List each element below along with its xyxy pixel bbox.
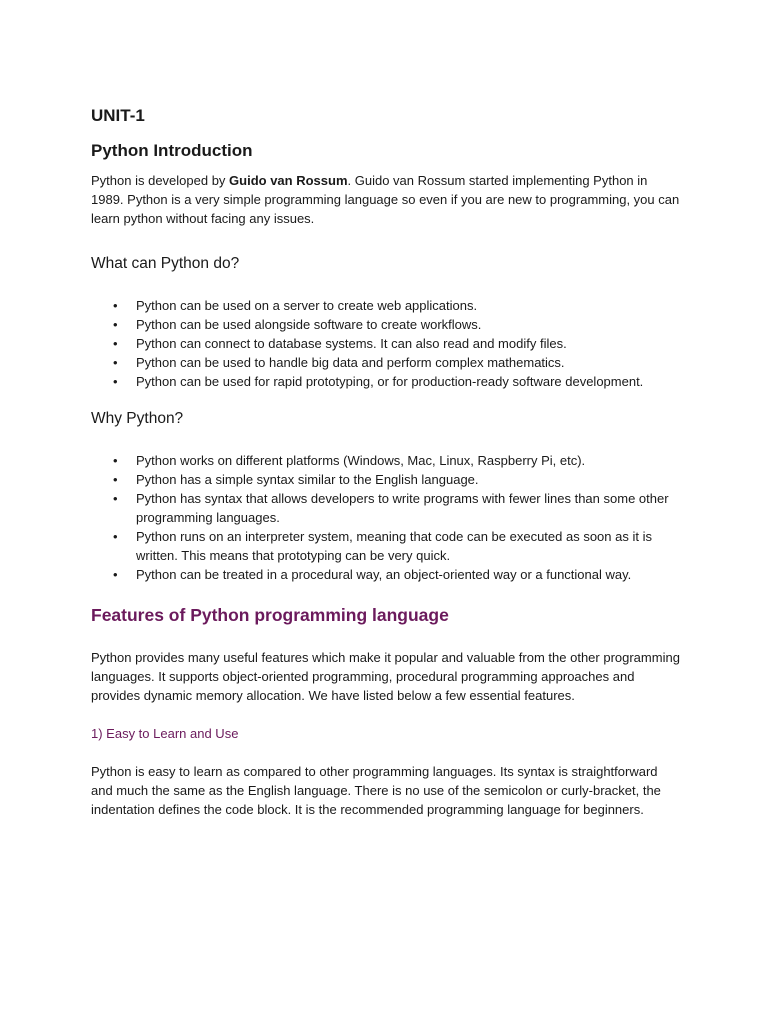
why-list — [91, 451, 680, 584]
list-item-text: Python can be used on a server to create web applications. — [136, 298, 478, 313]
list-item — [91, 296, 680, 315]
list-item — [91, 353, 680, 372]
list-item-text: Python works on different platforms (Windows, Mac, Linux, Raspberry Pi, etc). — [136, 453, 586, 468]
bullet-icon: • — [113, 472, 118, 487]
list-item — [91, 315, 680, 334]
list-item-text: Python runs on an interpreter system, meaning that code can be executed as soon as it is written. This means that prototyping can be very quick. — [136, 529, 652, 563]
list-item — [91, 565, 680, 584]
intro-text-start: Python is developed by — [91, 173, 230, 188]
intro-paragraph — [91, 171, 680, 228]
list-item-text: Python can connect to database systems. It can also read and modify files. — [136, 336, 567, 351]
what-can-list — [91, 296, 680, 391]
what-can-heading: What can Python do? — [91, 255, 240, 272]
bullet-icon: • — [113, 567, 118, 582]
easy-to-learn-heading: 1) Easy to Learn and Use — [91, 726, 239, 741]
why-heading: Why Python? — [91, 410, 184, 427]
list-item — [91, 451, 680, 470]
list-item-text: Python has syntax that allows developers to write programs with fewer lines than some other programming languages. — [136, 491, 669, 525]
easy-to-learn-paragraph: Python is easy to learn as compared to other programming languages. Its syntax is straightforward and much the same as the English language. There is no use of the semicolon or curly-bracket, the indentation defines the code block. It is the recommended programming language for beginners. — [91, 764, 661, 817]
list-item — [91, 334, 680, 353]
bullet-icon: • — [113, 491, 118, 506]
list-item — [91, 527, 680, 565]
bullet-icon: • — [113, 374, 118, 389]
list-item-text: Python has a simple syntax similar to the English language. — [136, 472, 479, 487]
intro-heading: Python Introduction — [91, 141, 253, 160]
list-item-text: Python can be used alongside software to create workflows. — [136, 317, 482, 332]
intro-author-name: Guido van Rossum — [229, 173, 348, 188]
bullet-icon: • — [113, 529, 118, 544]
bullet-icon: • — [113, 317, 118, 332]
list-item — [91, 372, 680, 391]
bullet-icon: • — [113, 355, 118, 370]
list-item-text: Python can be used for rapid prototyping, or for production-ready software development. — [136, 374, 644, 389]
features-paragraph: Python provides many useful features which make it popular and valuable from the other programming languages. It supports object-oriented programming, procedural programming approaches and provides dynamic memory allocation. We have listed below a few essential features. — [91, 650, 680, 703]
features-heading: Features of Python programming language — [91, 605, 449, 625]
list-item — [91, 489, 680, 527]
bullet-icon: • — [113, 336, 118, 351]
list-item-text: Python can be used to handle big data and perform complex mathematics. — [136, 355, 565, 370]
intro-text-rest: . Guido van Rossum started implementing Python in 1989. Python is a very simple programming language so even if you are new to programming, you can learn python without facing any issues. — [91, 173, 680, 226]
unit-title: UNIT-1 — [91, 106, 145, 125]
list-item-text: Python can be treated in a procedural way, an object-oriented way or a functional way. — [136, 567, 632, 582]
bullet-icon: • — [113, 453, 118, 468]
list-item — [91, 470, 680, 489]
bullet-icon: • — [113, 298, 118, 313]
